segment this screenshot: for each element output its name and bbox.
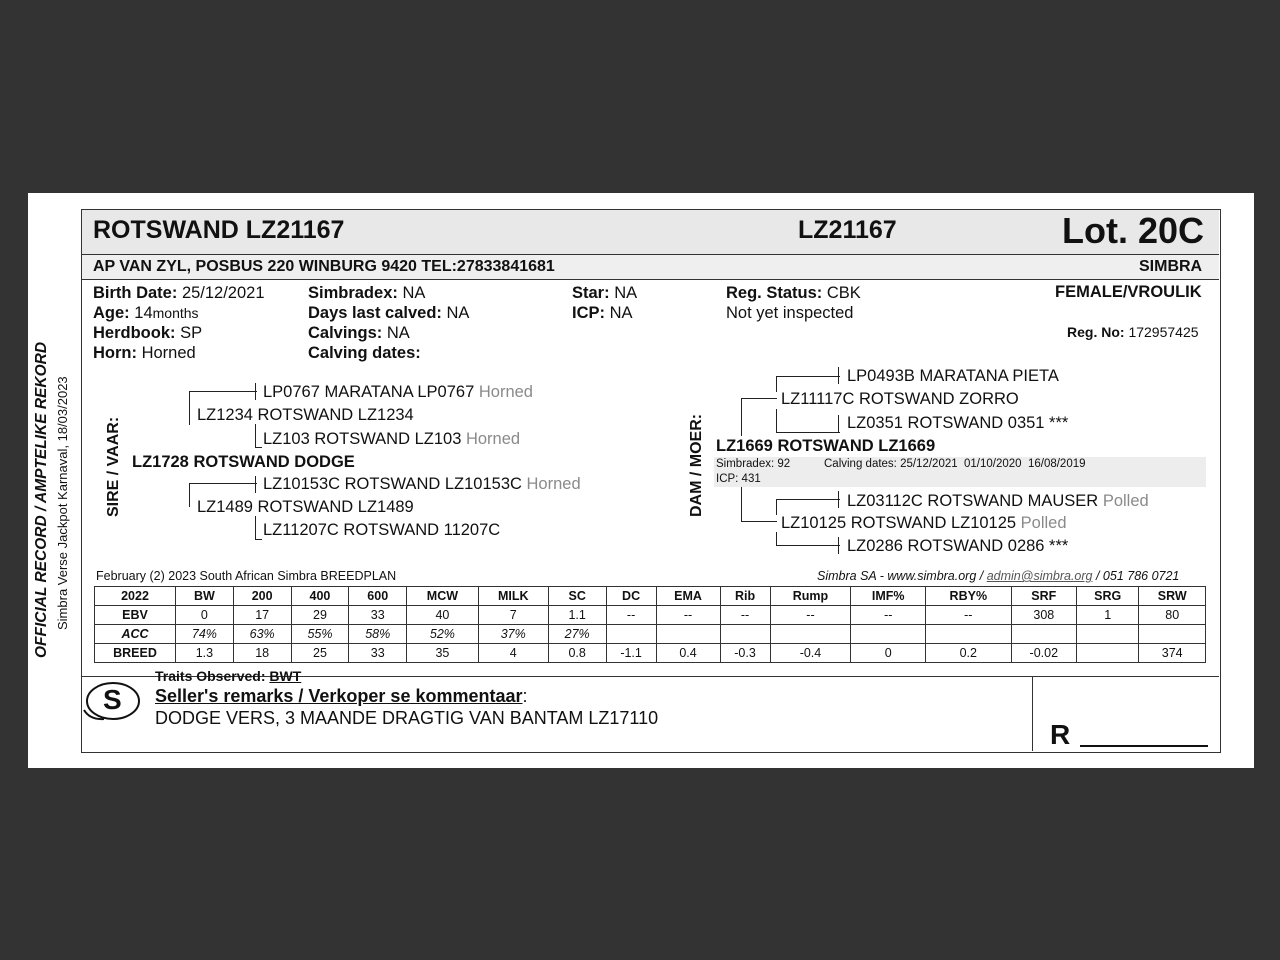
- tree-line: [838, 537, 839, 554]
- days-calved-value: NA: [446, 304, 470, 322]
- tree-line: [776, 432, 840, 433]
- ebv-cell: --: [851, 606, 926, 625]
- ebv-cell: 37%: [478, 625, 548, 644]
- tree-line: [189, 391, 190, 425]
- herdbook-label: Herdbook:: [93, 324, 176, 342]
- calving-dates-label: Calving dates:: [308, 344, 421, 362]
- tree-line: [255, 383, 256, 400]
- tree-line: [255, 539, 262, 540]
- ebv-cell: 25: [291, 644, 349, 663]
- price-divider: [1032, 676, 1033, 751]
- horn-label: Horn:: [93, 344, 137, 362]
- tree-line: [838, 491, 839, 508]
- tree-line: [776, 499, 840, 500]
- ebv-cell: -0.02: [1011, 644, 1076, 663]
- ebv-row-breed: [95, 644, 1206, 663]
- remarks-label: Seller's remarks / Verkoper se kommentaar: [155, 686, 523, 706]
- simbra-logo-icon: [82, 680, 144, 722]
- animal-id: LZ21167: [798, 216, 897, 244]
- ebv-trait-header: Rump: [770, 587, 851, 606]
- calvings-value: NA: [386, 324, 410, 342]
- ebv-cell: 35: [407, 644, 479, 663]
- simbradex-label: Simbradex:: [308, 284, 398, 302]
- reg-status-label: Reg. Status:: [726, 284, 823, 302]
- sire-sire-dam-horn: Horned: [465, 430, 521, 448]
- ebv-cell: 74%: [176, 625, 234, 644]
- ebv-row-label: BREED: [95, 644, 176, 663]
- ebv-cell: 0.8: [548, 644, 606, 663]
- ebv-cell: 1.3: [176, 644, 234, 663]
- ebv-table: [94, 586, 1206, 663]
- tree-line: [741, 487, 742, 521]
- lot-number: Lot. 20C: [1062, 210, 1205, 251]
- ebv-trait-header: EMA: [656, 587, 720, 606]
- ebv-year-header: 2022: [95, 587, 176, 606]
- ebv-trait-header: 400: [291, 587, 349, 606]
- price-input-line[interactable]: [1080, 745, 1208, 747]
- tree-line: [838, 415, 839, 432]
- ebv-trait-header: IMF%: [851, 587, 926, 606]
- birth-date-value: 25/12/2021: [181, 284, 265, 302]
- ebv-cell: --: [606, 606, 656, 625]
- auction-label: Simbra Verse Jackpot Karnaval, 18/03/2023: [55, 376, 70, 630]
- ebv-cell: 1: [1077, 606, 1139, 625]
- tree-line: [741, 521, 777, 522]
- ebv-cell: 0.2: [926, 644, 1012, 663]
- ebv-cell: 63%: [233, 625, 291, 644]
- ebv-cell: 55%: [291, 625, 349, 644]
- ebv-trait-header: SRF: [1011, 587, 1076, 606]
- simbradex-value: NA: [402, 284, 426, 302]
- contact-email-link[interactable]: admin@simbra.org: [986, 569, 1093, 583]
- ebv-cell: [770, 625, 851, 644]
- tree-line: [255, 424, 256, 448]
- dam-sire-dam: LZ0351 ROTSWAND 0351 ***: [847, 414, 1069, 432]
- tree-line: [776, 545, 840, 546]
- star-value: NA: [614, 284, 638, 302]
- ebv-cell: --: [720, 606, 770, 625]
- dam-dam-dam: LZ0286 ROTSWAND 0286 ***: [847, 537, 1069, 555]
- details-col-4: [726, 283, 861, 323]
- tree-line: [776, 499, 777, 515]
- owner-info: AP VAN ZYL, POSBUS 220 WINBURG 9420 TEL:27833841681: [93, 258, 555, 275]
- dam-calving-dates: Calving dates: 25/12/2021 01/10/2020 16/08/2019: [824, 458, 1086, 470]
- tree-line: [255, 447, 262, 448]
- sex-label: FEMALE/VROULIK: [1055, 283, 1202, 301]
- sire-dam-sire: [263, 475, 581, 494]
- ebv-trait-header: SRW: [1139, 587, 1206, 606]
- ebv-trait-header: 200: [233, 587, 291, 606]
- tree-line: [776, 376, 840, 377]
- price-label: R: [1050, 719, 1071, 750]
- tree-line: [255, 476, 256, 493]
- simbra-contact: [817, 569, 1179, 583]
- sire-sire-sire: [263, 383, 533, 402]
- ebv-cell: -1.1: [606, 644, 656, 663]
- ebv-cell: 80: [1139, 606, 1206, 625]
- tree-line: [741, 398, 742, 436]
- ebv-cell: -0.3: [720, 644, 770, 663]
- ebv-cell: 308: [1011, 606, 1076, 625]
- ebv-trait-header: BW: [176, 587, 234, 606]
- ebv-row-acc: [95, 625, 1206, 644]
- ebv-row-label: ACC: [95, 625, 176, 644]
- sire-name: LZ1728 ROTSWAND DODGE: [132, 453, 355, 471]
- ebv-cell: [720, 625, 770, 644]
- ebv-cell: 374: [1139, 644, 1206, 663]
- remarks-heading: [155, 686, 528, 707]
- tree-line: [189, 391, 257, 392]
- details-col-2: [308, 283, 469, 363]
- breed-label: SIMBRA: [1139, 258, 1203, 275]
- ebv-trait-header: MCW: [407, 587, 479, 606]
- ebv-cell: 0: [851, 644, 926, 663]
- days-calved-label: Days last calved:: [308, 304, 442, 322]
- tree-line: [776, 409, 777, 433]
- sire-side-label: SIRE / VAAR:: [105, 416, 122, 517]
- ebv-trait-header: 600: [349, 587, 407, 606]
- ebv-cell: [1011, 625, 1076, 644]
- tree-line: [776, 376, 777, 392]
- sire-sire-dam-name: LZ103 ROTSWAND LZ103: [263, 430, 462, 448]
- price-top-divider: [1032, 676, 1219, 677]
- reg-no-label: Reg. No:: [1067, 324, 1125, 340]
- animal-name: ROTSWAND LZ21167: [93, 216, 345, 244]
- sire-sire-dam: [263, 430, 520, 449]
- ebv-cell: 0: [176, 606, 234, 625]
- icp-value: NA: [609, 304, 633, 322]
- dam-icp: ICP: 431: [716, 473, 761, 485]
- details-col-3: [572, 283, 637, 323]
- ebv-cell: 29: [291, 606, 349, 625]
- traits-value: BWT: [269, 668, 302, 684]
- contact-prefix: Simbra SA - www.simbra.org /: [817, 569, 987, 583]
- sire-dam-sire-horn: Horned: [526, 475, 581, 493]
- reg-no-value: 172957425: [1128, 324, 1199, 340]
- icp-label: ICP:: [572, 304, 605, 322]
- ebv-cell: [851, 625, 926, 644]
- official-record-label: OFFICIAL RECORD / AMPTELIKE REKORD: [33, 341, 50, 658]
- calvings-label: Calvings:: [308, 324, 383, 342]
- breedplan-caption: February (2) 2023 South African Simbra BREEDPLAN: [96, 569, 397, 583]
- ebv-cell: 4: [478, 644, 548, 663]
- dam-sire-sire: LP0493B MARATANA PIETA: [847, 367, 1059, 385]
- ebv-trait-header: Rib: [720, 587, 770, 606]
- ebv-header-row: [95, 587, 1206, 606]
- sire-dam-dam: LZ11207C ROTSWAND 11207C: [263, 521, 501, 539]
- ebv-cell: 40: [407, 606, 479, 625]
- dam-dam-name: LZ10125 ROTSWAND LZ10125: [781, 514, 1017, 532]
- tree-line: [189, 483, 257, 484]
- dam-side-label: DAM / MOER:: [688, 413, 705, 517]
- tree-line: [741, 398, 777, 399]
- age-unit: months: [152, 305, 199, 321]
- ebv-trait-header: DC: [606, 587, 656, 606]
- star-label: Star:: [572, 284, 610, 302]
- ebv-cell: 33: [349, 644, 407, 663]
- ebv-cell: [656, 625, 720, 644]
- ebv-cell: 27%: [548, 625, 606, 644]
- ebv-trait-header: SC: [548, 587, 606, 606]
- age-value: 14: [134, 304, 153, 322]
- sire-sire: LZ1234 ROTSWAND LZ1234: [197, 406, 414, 424]
- remarks-text: DODGE VERS, 3 MAANDE DRAGTIG VAN BANTAM LZ17110: [155, 708, 659, 728]
- traits-observed: [155, 668, 301, 684]
- contact-suffix: / 051 786 0721: [1092, 569, 1180, 583]
- herdbook-value: SP: [180, 324, 203, 342]
- dam-dam-sire: [847, 492, 1149, 511]
- dam-name: LZ1669 ROTSWAND LZ1669: [716, 437, 936, 455]
- dam-dam-horn: Polled: [1020, 514, 1067, 532]
- traits-label: Traits Observed:: [155, 668, 266, 684]
- tree-line: [776, 532, 777, 546]
- dam-dam-sire-name: LZ03112C ROTSWAND MAUSER: [847, 492, 1099, 510]
- ebv-cell: --: [770, 606, 851, 625]
- ebv-cell: 17: [233, 606, 291, 625]
- ebv-cell: [1139, 625, 1206, 644]
- ebv-cell: 33: [349, 606, 407, 625]
- age-label: Age:: [93, 304, 130, 322]
- ebv-cell: 1.1: [548, 606, 606, 625]
- details-col-1: [93, 283, 265, 363]
- reg-no: [1067, 324, 1199, 340]
- horn-value: Horned: [141, 344, 196, 362]
- tree-line: [838, 367, 839, 384]
- ebv-trait-header: MILK: [478, 587, 548, 606]
- dam-simbradex: Simbradex: 92: [716, 458, 791, 470]
- birth-date-label: Birth Date:: [93, 284, 178, 302]
- ebv-cell: 52%: [407, 625, 479, 644]
- ebv-row-ebv: [95, 606, 1206, 625]
- ebv-cell: -0.4: [770, 644, 851, 663]
- ebv-trait-header: RBY%: [926, 587, 1012, 606]
- ebv-cell: 7: [478, 606, 548, 625]
- logo-letter: S: [103, 684, 122, 715]
- sire-dam-sire-name: LZ10153C ROTSWAND LZ10153C: [263, 475, 522, 493]
- ebv-cell: [1077, 644, 1139, 663]
- ebv-cell: 0.4: [656, 644, 720, 663]
- sire-dam: LZ1489 ROTSWAND LZ1489: [197, 498, 414, 516]
- ebv-trait-header: SRG: [1077, 587, 1139, 606]
- ebv-cell: [606, 625, 656, 644]
- ebv-row-label: EBV: [95, 606, 176, 625]
- ebv-cell: --: [656, 606, 720, 625]
- dam-sire: LZ11117C ROTSWAND ZORRO: [781, 390, 1019, 408]
- dam-dam: [781, 514, 1067, 533]
- ebv-cell: 58%: [349, 625, 407, 644]
- ebv-cell: [1077, 625, 1139, 644]
- ebv-cell: --: [926, 606, 1012, 625]
- tree-line: [189, 483, 190, 507]
- sire-sire-sire-horn: Horned: [478, 383, 533, 401]
- reg-status-value: CBK: [826, 284, 861, 302]
- ebv-cell: [926, 625, 1012, 644]
- inspection-status: Not yet inspected: [726, 304, 854, 322]
- dam-dam-sire-horn: Polled: [1102, 492, 1149, 510]
- ebv-cell: 18: [233, 644, 291, 663]
- tree-line: [255, 516, 256, 540]
- remarks-colon: :: [522, 686, 528, 706]
- sire-sire-sire-name: LP0767 MARATANA LP0767: [263, 383, 475, 401]
